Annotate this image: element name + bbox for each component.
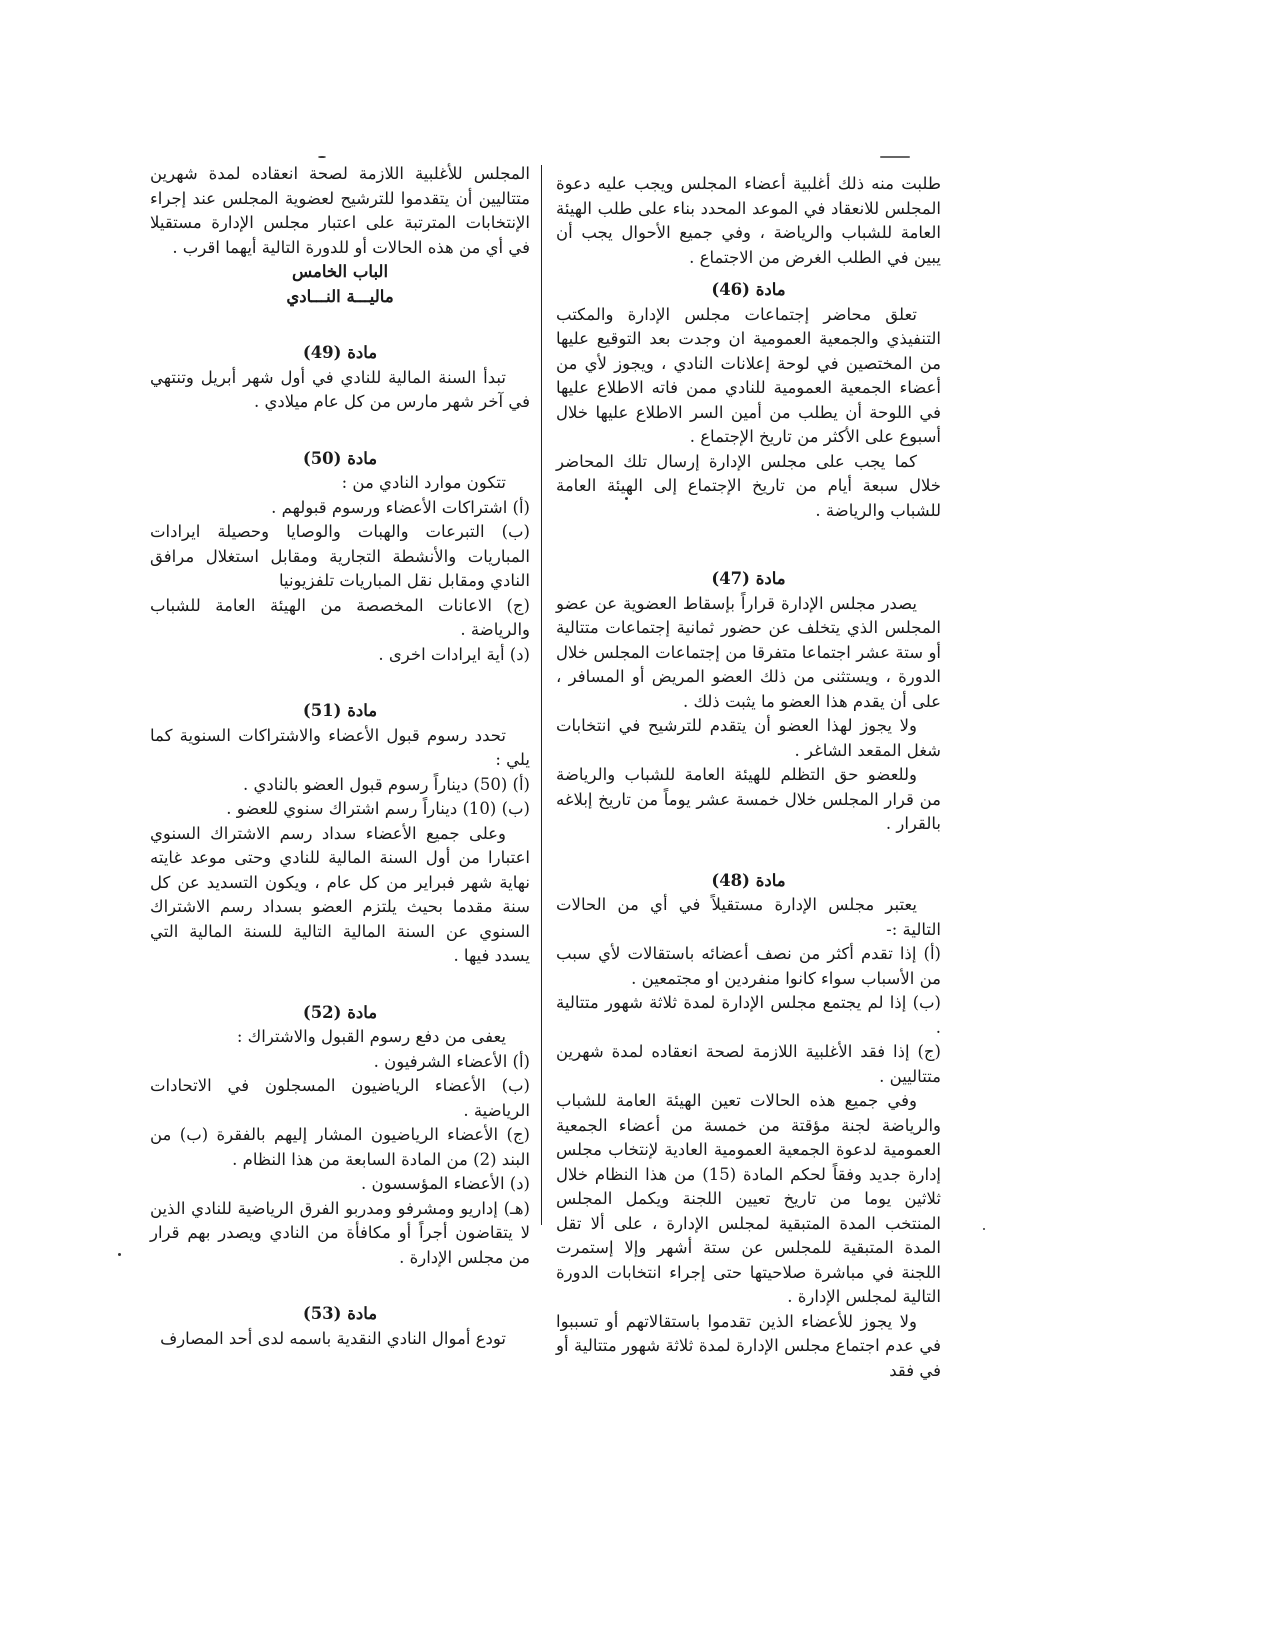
article-52-item: (د) الأعضاء المؤسسون . (361, 1174, 530, 1193)
article-52-item: (أ) الأعضاء الشرفيون . (373, 1051, 530, 1071)
scan-speck (118, 1253, 121, 1256)
article-51-heading: مادة (51) (302, 701, 378, 720)
scan-speck (880, 156, 910, 158)
article-50-item: (ج) الاعانات المخصصة من الهيئة العامة للشباب والرياضة . (150, 595, 530, 639)
article-48-paragraph-3: ولا يجوز للأعضاء الذين تقدموا باستقالاتهم أو تسببوا في عدم اجتماع مجلس الإدارة لمدة ثلاثة شهور متتالية أو في فقد (556, 1311, 941, 1380)
right-column-intro: طلبت منه ذلك أغلبية أعضاء المجلس ويجب عليه دعوة المجلس للانعقاد في الموعد المحدد بناء على طلب الهيئة العامة للشباب والرياضة ، وفي جميع الأحوال يجب أن يبين في الطلب الغرض من الاجتماع . (556, 174, 941, 267)
article-46-heading: مادة (46) (711, 280, 786, 299)
article-48-item: (أ) إذا تقدم أكثر من نصف أعضائه باستقالات لأي سبب من الأسباب سواء كانوا منفردين او مجتمعين . (556, 944, 941, 988)
article-50-item: (ب) التبرعات والهبات والوصايا وحصيلة ايرادات المباريات والأنشطة التجارية ومقابل استغلال مرافق النادي ومقابل نقل المباريات تلفزيونيا (150, 522, 530, 590)
article-50-item: (د) أية ايرادات اخرى . (378, 644, 530, 664)
article-52-intro: يعفى من دفع رسوم القبول والاشتراك : (236, 1027, 506, 1046)
scan-speck (318, 156, 326, 158)
article-46-paragraph-1: تعلق محاضر إجتماعات مجلس الإدارة والمكتب التنفيذي والجمعية العمومية ان وجدت بعد التوقيع عليها من المختصين في لوحة إعلانات النادي ، ويجوز لأي من أعضاء الجمعية العمومية للنادي ممن فاته الاطلاع عليها في اللوحة أن يطلب من أمين السر الاطلاع عليها خلال أسبوع على الأكثر من تاريخ الإجتماع . (556, 304, 941, 446)
article-51-item: (أ) (50) ديناراً رسوم قبول العضو بالنادي . (242, 774, 530, 794)
left-column (150, 162, 530, 1351)
article-52-heading: مادة (52) (302, 1002, 378, 1022)
article-49-paragraph-1: تبدأ السنة المالية للنادي في أول شهر أبريل وتنتهي في آخر شهر مارس من كل عام ميلادي . (150, 367, 530, 411)
article-47-heading: مادة (47) (711, 569, 786, 588)
article-50-item: (أ) اشتراكات الأعضاء ورسوم قبولهم . (271, 497, 530, 517)
article-46-paragraph-2: كما يجب على مجلس الإدارة إرسال تلك المحاضر خلال سبعة أيام من تاريخ الإجتماع إلى الهيئة العامة للشباب والرياضة . (556, 451, 941, 520)
article-52-item: (ب) الأعضاء الرياضيون المسجلون في الاتحادات الرياضية . (150, 1076, 530, 1120)
article-51-item: (ب) (10) ديناراً رسم اشتراك سنوي للعضو . (226, 799, 530, 818)
chapter-subtitle: ماليـــة النـــادي (286, 286, 394, 306)
article-48-heading: مادة (48) (711, 870, 786, 890)
article-47-paragraph-3: وللعضو حق التظلم للهيئة العامة للشباب والرياضة من قرار المجلس خلال خمسة عشر يوماً من تاريخ إبلاغه بالقرار . (556, 765, 941, 833)
article-53-heading: مادة (53) (302, 1304, 378, 1323)
article-49-heading: مادة (49) (302, 343, 378, 362)
article-47-paragraph-1: يصدر مجلس الإدارة قراراً بإسقاط العضوية عن عضو المجلس الذي يتخلف عن حضور ثمانية إجتماعات متتالية أو ستة عشر اجتماعا متفرقا من إجتماعات المجلس خلال الدورة ، ويستثنى من ذلك العضو المريض أو المسافر ، على أن يقدم هذا العضو ما يثبت ذلك . (556, 593, 941, 711)
article-48-item: (ب) إذا لم يجتمع مجلس الإدارة لمدة ثلاثة شهور متتالية . (556, 993, 941, 1037)
article-48-paragraph-2: وفي جميع هذه الحالات تعين الهيئة العامة للشباب والرياضة لجنة مؤقتة من خمسة من أعضاء الجمعية العمومية لدعوة الجمعية العمومية العادية لإنتخاب مجلس إدارة جديد وفقاً لحكم المادة (15) من هذا النظام خلال ثلاثين يوما من تاريخ تعيين اللجنة ويكمل المجلس المنتخب المدة المتبقية لمجلس الإدارة ، على ألا تقل المدة المتبقية للمجلس عن ستة أشهر وإلا إستمرت اللجنة في مباشرة صلاحيتها حتى إجراء انتخابات الدورة التالية لمجلس الإدارة . (556, 1091, 942, 1306)
column-divider (541, 165, 542, 1225)
article-50-heading: مادة (50) (302, 448, 378, 468)
article-51-intro: تحدد رسوم قبول الأعضاء والاشتراكات السنوية كما يلي : (150, 725, 530, 769)
article-53-paragraph-1: تودع أموال النادي النقدية باسمه لدى أحد المصارف (160, 1328, 506, 1348)
article-48-item: (ج) إذا فقد الأغلبية اللازمة لصحة انعقاده لمدة شهرين متتاليين . (556, 1042, 941, 1086)
article-47-paragraph-2: ولا يجوز لهذا العضو أن يتقدم للترشيح في انتخابات شغل المقعد الشاغر . (556, 716, 941, 760)
article-48-intro: يعتبر مجلس الإدارة مستقيلاً في أي من الحالات التالية :- (556, 895, 941, 939)
scan-speck (983, 1228, 985, 1230)
article-52-item: (هـ) إداريو ومشرفو ومدربو الفرق الرياضية للنادي الذين لا يتقاضون أجراً أو مكافأة من النادي ويصدر بهم قرار من مجلس الإدارة . (150, 1198, 530, 1267)
scan-speck (625, 497, 628, 500)
right-column (556, 172, 941, 1383)
article-51-paragraph-2: وعلى جميع الأعضاء سداد رسم الاشتراك السنوي اعتبارا من أول السنة المالية للنادي وحتى موعد غايته نهاية شهر فبراير من كل عام ، ويكون التسديد عن كل سنة مقدما بحيث يلتزم العضو بسداد رسم الاشتراك السنوي عن السنة المالية التالية للسنة المالية التي يسدد فيها . (150, 823, 530, 965)
left-column-intro: المجلس للأغلبية اللازمة لصحة انعقاده لمدة شهرين متتاليين أن يتقدموا للترشيح لعضوية المجلس عند إجراء الإنتخابات المترتبة على اعتبار مجلس الإدارة مستقيلا في أي من هذه الحالات أو للدورة التالية أيهما اقرب . (150, 164, 530, 257)
article-50-intro: تتكون موارد النادي من : (341, 473, 506, 492)
article-52-item: (ج) الأعضاء الرياضيون المشار إليهم بالفقرة (ب) من البند (2) من المادة السابعة من هذا النظام . (150, 1125, 530, 1169)
chapter-title: الباب الخامس (291, 262, 389, 281)
